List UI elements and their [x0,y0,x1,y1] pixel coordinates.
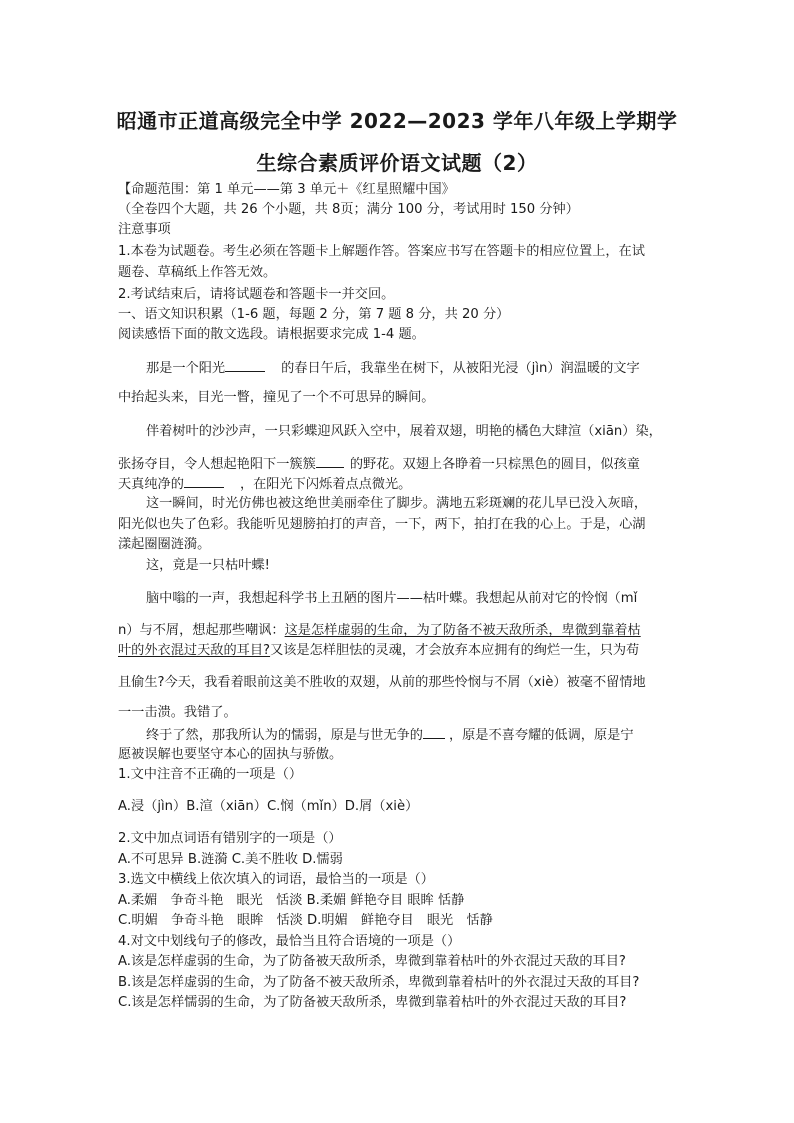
notice-item-2: 2.考试结束后，请将试题卷和答题卡一并交回。 [118,287,395,302]
question-4: 4.对文中划线句子的修改，最恰当且符合语境的一项是（） [118,934,461,949]
passage-line: 天真纯净的 ，在阳光下闪烁着点点微光。 [118,474,411,494]
question-1: 1.文中注音不正确的一项是（） [118,767,303,782]
passage-line: 且偷生?今天，我看着眼前这美不胜收的双翅，从前的那些怜悯与不屑（xiè）被毫不留情地 [118,675,646,690]
question-3: 3.选文中横线上依次填入的词语，最恰当的一项是（） [118,872,434,887]
exam-title-line-1: 昭通市正道高级完全中学 2022—2023 学年八年级上学期学 [116,109,678,133]
question-2-options: A.不可思异 B.涟漪 C.美不胜收 D.懦弱 [118,852,343,867]
notice-item-1: 1.本卷为试题卷。考生必须在答题卡上解题作答。答案应书写在答题卡的相应位置上，在试 [118,244,645,259]
question-1-options: A.浸（jìn）B.渲（xiān）C.悯（mǐn）D.屑（xiè） [118,799,419,814]
fill-blank [423,725,445,739]
passage-line: 一一击溃。我错了。 [118,705,237,720]
question-4-option-c: C.该是怎样懦弱的生命，为了防备被天敌所杀，卑微到靠着枯叶的外衣混过天敌的耳目? [118,995,627,1010]
question-3-options: A.柔媚 争奇斗艳 眼光 恬淡 B.柔媚 鲜艳夺目 眼眸 恬静 [118,893,465,908]
underlined-sentence: 这是怎样虚弱的生命，为了防备不被天敌所杀，卑微到靠着枯 [284,623,641,638]
question-4-option-a: A.该是怎样虚弱的生命，为了防备被天敌所杀，卑微到靠着枯叶的外衣混过天敌的耳目? [118,954,626,969]
notice-item-1-cont: 题卷、草稿纸上作答无效。 [118,265,277,280]
passage-line: 伴着树叶的沙沙声，一只彩蝶迎风跃入空中，展着双翅，明艳的橘色大肆渲（xiān）染， [146,424,662,439]
passage-line: 这一瞬间，时光仿佛也被这绝世美丽牵住了脚步。满地五彩斑斓的花儿早已没入灰暗， [146,496,648,511]
exam-scope: 【命题范围：第 1 单元——第 3 单元＋《红星照耀中国》 [118,182,455,197]
notice-heading: 注意事项 [118,222,171,237]
fill-blank [225,358,265,372]
question-4-option-b: B.该是怎样虚弱的生命，为了防备不被天敌所杀，卑微到靠着枯叶的外衣混过天敌的耳目? [118,975,640,990]
fill-blank [184,474,224,488]
passage-line: 漾起圈圈涟漪。 [118,537,211,552]
passage-line: 那是一个阳光 的春日午后，我靠坐在树下，从被阳光浸（jìn）润温暖的文字 [146,358,640,378]
passage-line: 脑中嗡的一声，我想起科学书上丑陋的图片——枯叶蝶。我想起从前对它的怜悯（mǐ [146,591,638,606]
section-heading: 一、语文知识积累（1-6 题，每题 2 分，第 7 题 8 分，共 20 分） [118,307,510,322]
question-3-options: C.明媚 争奇斗艳 眼眸 恬淡 D.明媚 鲜艳夺目 眼光 恬静 [118,913,493,928]
exam-info: （全卷四个大题，共 26 个小题，共 8页；满分 100 分，考试用时 150 分钟） [118,202,579,217]
passage-line: n）与不屑，想起那些嘲讽：这是怎样虚弱的生命，为了防备不被天敌所杀，卑微到靠着枯 [118,623,641,638]
passage-line: 愿被误解也要坚守本心的固执与骄傲。 [118,747,343,762]
passage-line: 中抬起头来，目光一瞥，撞见了一个不可思异的瞬间。 [118,390,435,405]
fill-blank [316,454,344,468]
passage-line: 终于了然，那我所认为的懦弱，原是与世无争的 ，原是不喜夸耀的低调，原是宁 [146,725,634,745]
exam-title-line-2: 生综合素质评价语文试题（2） [256,151,538,175]
passage-line: 阳光似也失了色彩。我能听见翅膀拍打的声音，一下，两下，拍打在我的心上。于是，心湖 [118,517,646,532]
passage-line: 这，竟是一只枯叶蝶! [146,558,270,573]
passage-line: 张扬夺目，令人想起艳阳下一簇簇 的野花。双翅上各睁着一只棕黑色的圆目，似孩童 [118,454,640,474]
underlined-sentence: 叶的外衣混过天敌的耳目? [118,643,271,658]
passage-line: 叶的外衣混过天敌的耳目?又该是怎样胆怯的灵魂，才会放弃本应拥有的绚烂一生，只为苟 [118,643,640,658]
question-2: 2.文中加点词语有错别字的一项是（） [118,831,342,846]
reading-instruction: 阅读感悟下面的散文选段。请根据要求完成 1-4 题。 [118,327,425,342]
